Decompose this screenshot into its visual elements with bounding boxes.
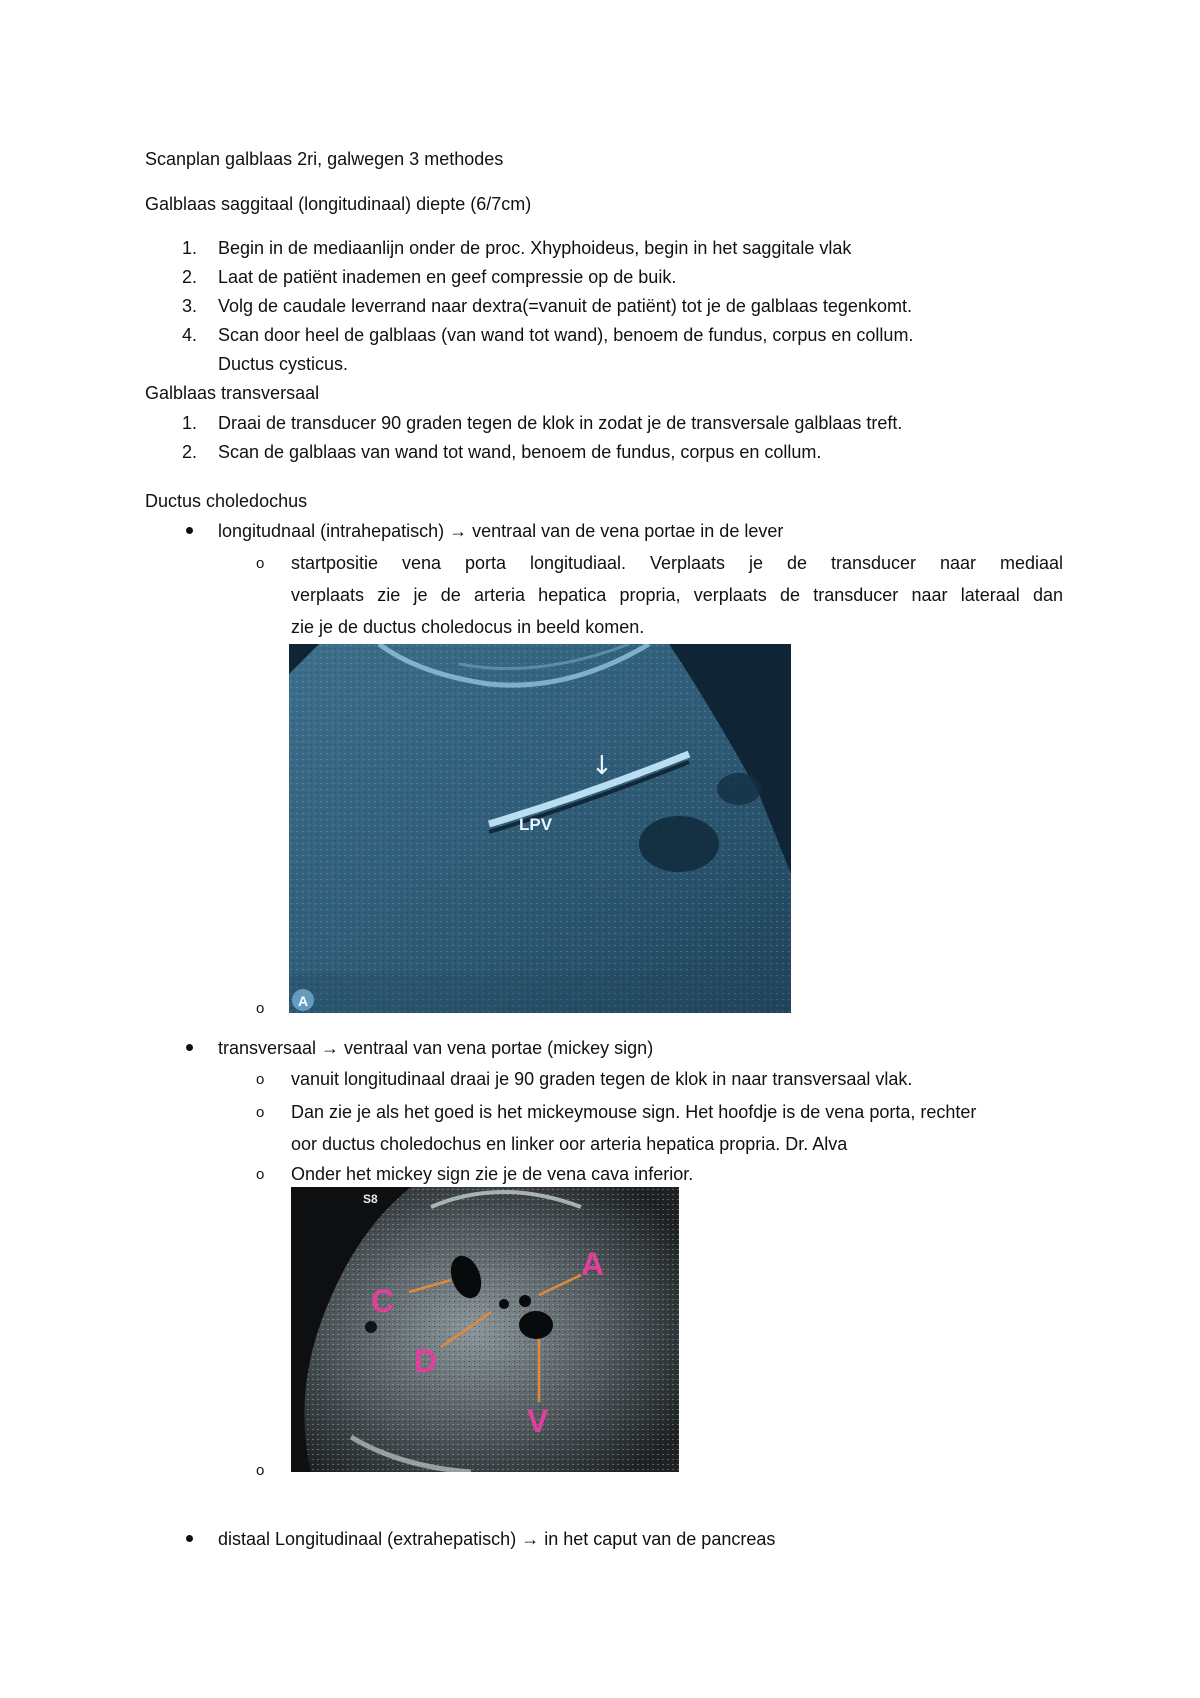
- sub-bullet-marker: o: [256, 1071, 265, 1088]
- lpv-label: LPV: [519, 815, 553, 834]
- ultrasound-mickey-svg: [291, 1187, 679, 1472]
- label-c: C: [371, 1283, 395, 1319]
- image-marker: o: [256, 1000, 265, 1017]
- ultrasound-image-mickey-sign: [291, 1187, 679, 1472]
- sub-bullet-text: vanuit longitudinaal draai je 90 graden tegen de klok in naar transversaal vlak.: [291, 1069, 913, 1089]
- step-text: Scan de galblaas van wand tot wand, benoem de fundus, corpus en collum.: [218, 442, 822, 462]
- step-number: 2.: [182, 442, 198, 462]
- ductus-heading: Ductus choledochus: [145, 491, 308, 511]
- sub-bullet-marker: o: [256, 1104, 265, 1121]
- sub-bullet-text: zie je de ductus choledocus in beeld komen.: [291, 617, 645, 637]
- step-text: Draai de transducer 90 graden tegen de klok in zodat je de transversale galblaas treft.: [218, 413, 903, 433]
- bullet-dot: [186, 527, 193, 534]
- bullet-dot: [186, 1535, 193, 1542]
- step-text: Begin in de mediaanlijn onder de proc. Xhyphoideus, begin in het saggitale vlak: [218, 238, 852, 258]
- step-number: 3.: [182, 296, 198, 316]
- step-continuation: Ductus cysticus.: [218, 354, 349, 374]
- document-title: Scanplan galblaas 2ri, galwegen 3 methodes: [145, 149, 504, 169]
- sub-bullet-text: oor ductus choledochus en linker oor arteria hepatica propria. Dr. Alva: [291, 1134, 848, 1154]
- step-number: 1.: [182, 413, 198, 433]
- step-text: Volg de caudale leverrand naar dextra(=vanuit de patiënt) tot je de galblaas tegenkomt.: [218, 296, 912, 316]
- sub-bullet-marker: o: [256, 555, 265, 572]
- label-d: D: [414, 1343, 438, 1379]
- sub-bullet-marker: o: [256, 1166, 265, 1183]
- step-number: 2.: [182, 267, 198, 287]
- label-v: V: [527, 1403, 549, 1439]
- step-number: 1.: [182, 238, 198, 258]
- image-marker: o: [256, 1462, 265, 1479]
- s8-label: S8: [363, 1192, 378, 1206]
- bullet-label: transversaal → ventraal van vena portae (mickey sign): [218, 1038, 654, 1058]
- bullet-dot: [186, 1044, 193, 1051]
- corner-label: A: [298, 993, 309, 1009]
- down-arrow-icon: ↓: [591, 751, 613, 781]
- sub-bullet-text: verplaats zie je de arteria hepatica propria, verplaats de transducer naar lateraal dan: [291, 585, 1063, 605]
- step-text: Scan door heel de galblaas (van wand tot wand), benoem de fundus, corpus en collum.: [218, 325, 914, 345]
- bullet-label: longitudnaal (intrahepatisch) → ventraal van de vena portae in de lever: [218, 521, 784, 541]
- bullet-label: distaal Longitudinaal (extrahepatisch) → in het caput van de pancreas: [218, 1529, 776, 1549]
- sub-bullet-text: Dan zie je als het goed is het mickeymouse sign. Het hoofdje is de vena porta, rechter: [291, 1102, 977, 1122]
- step-text: Laat de patiënt inademen en geef compressie op de buik.: [218, 267, 677, 287]
- step-number: 4.: [182, 325, 198, 345]
- sagittal-heading: Galblaas saggitaal (longitudinaal) diepte (6/7cm): [145, 194, 532, 214]
- sub-bullet-text: startpositie vena porta longitudiaal. Verplaats je de transducer naar mediaal: [291, 553, 1063, 573]
- label-a: A: [581, 1246, 605, 1282]
- ultrasound-longitudinal-svg: [289, 644, 791, 1013]
- sub-bullet-text: Onder het mickey sign zie je de vena cava inferior.: [291, 1164, 694, 1184]
- transversal-heading: Galblaas transversaal: [145, 383, 320, 403]
- ultrasound-image-longitudinal: [289, 644, 791, 1013]
